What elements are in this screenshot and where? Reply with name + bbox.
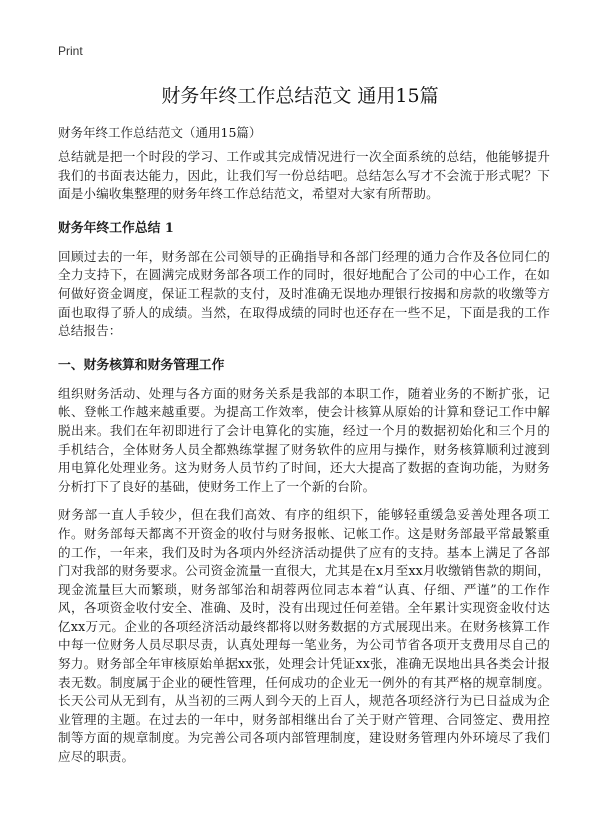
subsection-heading: 一、财务核算和财务管理工作: [58, 357, 225, 373]
intro-paragraph: 总结就是把一个时段的学习、工作或其完成情况进行一次全面系统的总结，他能够提升我们的书面表达能力，因此，让我们写一份总结吧。总结怎么写才不会流于形式呢？下面是小编收集整理的财务年终工作总结范文，希望对大家有所帮助。: [58, 149, 550, 202]
subsection-paragraph-1: 组织财务活动、处理与各方面的财务关系是我部的本职工作，随着业务的不断扩张，记帐、登帐工作越来越重要。为提高工作效率，使会计核算从原始的计算和登记工作中解脱出来。我们在年初即进行了会计电算化的实施，经过一个月的数据初始化和三个月的手机结合，全体财务人员全都熟练掌握了财务软件的应用与操作，财务核算顺利过渡到用电算化处理业务。这为财务人员节约了时间，还大大提高了数据的查询功能，为财务分析打下了良好的基础，使财务工作上了一个新的台阶。: [58, 385, 550, 494]
page-title: 财务年终工作总结范文 通用15篇: [161, 85, 439, 107]
subsection-paragraph-2: 财务部一直人手较少，但在我们高效、有序的组织下，能够轻重缓急妥善处理各项工作。财务部每天都离不开资金的收付与财务报帐、记帐工作。这是财务部最平常最繁重的工作，一年来，我们及时为各项内外经济活动提供了应有的支持。基本上满足了各部门对我部的财务要求。公司资金流量一直很大，尤其是在x月至xx月收缴销售款的期间，现金流量巨大而繁琐，财务部邹治和胡蓉两位同志本着“认真、仔细、严谨”的工作作风，各项资金收付安全、准确、及时，没有出现过任何差错。全年累计实现资金收付达亿xx万元。企业的各项经济活动最终都将以财务数据的方式展现出来。在财务核算工作中每一位财务人员尽职尽责，认真处理每一笔业务，为公司节省各项开支费用尽自己的努力。财务部全年审核原始单据xx张，处理会计凭证xx张，准确无误地出具各类会计报表无数。制度属于企业的硬性管理，任何成功的企业无一例外的有其严格的规章制度。长天公司从无到有，从当初的三两人到今天的上百人，规范各项经济行为已日益成为企业管理的主题。在过去的一年中，财务部相继出台了关于财产管理、合同签定、费用控制等方面的规章制度。为完善公司各项内部管理制度，建设财务管理内外环境尽了我们应尽的职责。: [58, 507, 550, 765]
document-subtitle: 财务年终工作总结范文（通用15篇）: [58, 125, 262, 140]
section-heading: 财务年终工作总结 1: [58, 220, 174, 236]
document-body: [58, 148, 550, 777]
print-label: Print: [58, 44, 83, 58]
section-paragraph: 回顾过去的一年，财务部在公司领导的正确指导和各部门经理的通力合作及各位同仁的全力支持下，在圆满完成财务部各项工作的同时，很好地配合了公司的中心工作，在如何做好资金调度，保证工程款的支付，及时准确无误地办理银行按揭和房款的收缴等方面也取得了骄人的成绩。当然，在取得成绩的同时也还存在一些不足，下面是我的工作总结报告：: [58, 248, 550, 339]
